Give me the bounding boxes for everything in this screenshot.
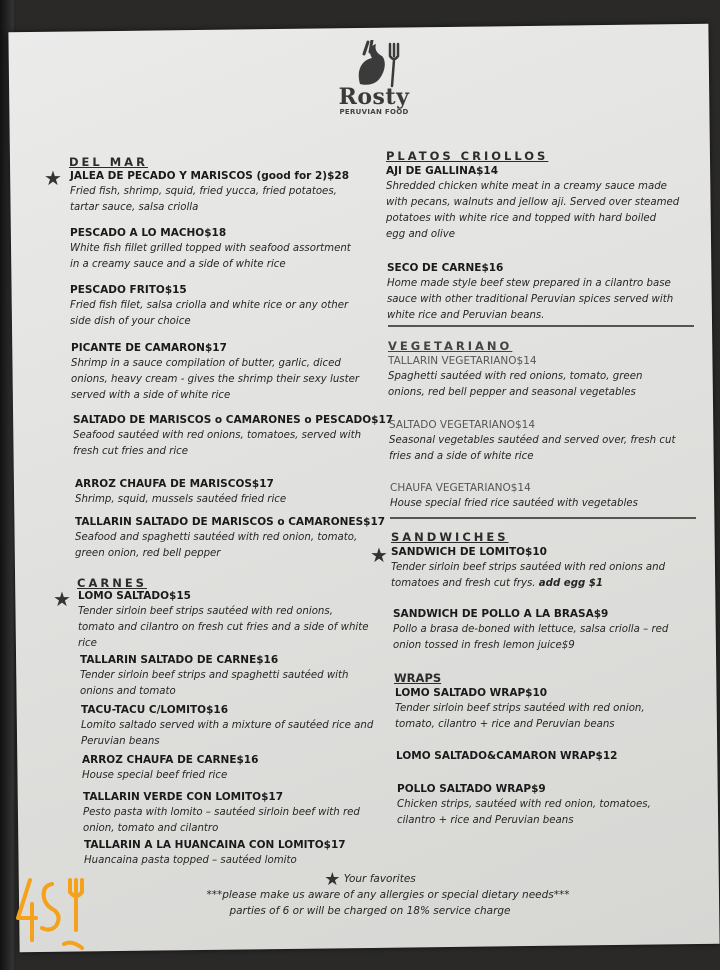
- item-desc: Chicken strips, sautéed with red onion, tomatoes,: [397, 799, 651, 810]
- item-name: LOMO SALTADO WRAP$10: [395, 687, 548, 699]
- item-desc: tomato and cilantro on fresh cut fries and a side of white: [78, 622, 369, 633]
- item-desc: White fish fillet grilled topped with seafood assortment: [70, 243, 351, 254]
- item-desc: served with a side of white rice: [71, 390, 231, 401]
- menu-item: [397, 782, 717, 829]
- rooster-fork-icon: [346, 40, 402, 88]
- item-desc: Seasonal vegetables sautéed and served over, fresh cut: [389, 435, 676, 446]
- menu-item: [80, 653, 400, 700]
- section-title-vegetariano: VEGETARIANO: [388, 339, 513, 353]
- item-name: SALTADO DE MARISCOS o CAMARONES o PESCADO$17: [73, 414, 394, 426]
- item-name: AJI DE GALLINA$14: [386, 165, 499, 177]
- foursquare-logo-icon: [12, 874, 92, 960]
- menu-item: [84, 838, 404, 869]
- item-name: PESCADO FRITO$15: [70, 284, 187, 296]
- menu-item: [390, 481, 710, 512]
- menu-item: [393, 607, 713, 654]
- item-desc: with pecans, walnuts and jellow aji. Served over steamed: [386, 197, 680, 208]
- item-desc: House special beef fried rice: [82, 770, 228, 781]
- watermark-logo: [12, 874, 92, 960]
- menu-item: [70, 283, 390, 330]
- brand-tagline: PERUVIAN FOOD: [339, 108, 409, 116]
- item-desc: Pollo a brasa de-boned with lettuce, salsa criolla – red: [393, 624, 669, 635]
- menu-item: [395, 686, 715, 733]
- menu-item: [83, 790, 403, 837]
- menu-item: [70, 226, 390, 273]
- menu-item: [75, 477, 395, 508]
- item-desc: Fried fish filet, salsa criolla and white rice or any other: [70, 300, 349, 311]
- item-desc: Huancaina pasta topped – sautéed lomito: [84, 855, 297, 866]
- item-desc: Shrimp in a sauce compilation of butter, garlic, diced: [71, 358, 341, 369]
- favorites-label: Your favorites: [343, 873, 416, 885]
- item-desc: onions and tomato: [80, 686, 176, 697]
- section-title-carnes: CARNES: [77, 576, 147, 590]
- item-desc: tartar sauce, salsa criolla: [70, 202, 199, 213]
- section-divider: [390, 517, 696, 519]
- item-desc: Pesto pasta with lomito – sautéed sirloin beef with red: [83, 807, 360, 818]
- item-name: ARROZ CHAUFA DE CARNE$16: [82, 754, 259, 766]
- menu-item: [387, 261, 707, 324]
- favorite-star-icon: ★: [324, 869, 341, 890]
- item-desc: fries and a side of white rice: [389, 451, 534, 462]
- favorites-legend: [10, 870, 720, 890]
- item-name: ARROZ CHAUFA DE MARISCOS$17: [75, 478, 274, 490]
- item-desc: Tender sirloin beef strips sautéed with red onion,: [395, 703, 645, 714]
- menu-item: [388, 354, 708, 401]
- item-desc: Tender sirloin beef strips and spaghetti sautéed with: [80, 670, 349, 681]
- item-name: LOMO SALTADO&CAMARON WRAP$12: [396, 750, 618, 762]
- item-desc: Tender sirloin beef strips sautéed with red onions,: [78, 606, 333, 617]
- menu-item: [70, 169, 390, 216]
- brand-logo: [334, 40, 414, 135]
- menu-item: [386, 164, 706, 243]
- item-desc: onions, heavy cream - gives the shrimp their sexy luster: [71, 374, 360, 385]
- menu-item: [81, 703, 401, 750]
- item-name: JALEA DE PECADO Y MARISCOS (good for 2)$28: [70, 170, 350, 182]
- service-charge-note: parties of 6 or will be charged on 18% service charge: [229, 905, 511, 917]
- item-desc: onion tossed in fresh lemon juice$9: [393, 640, 575, 651]
- item-desc: Spaghetti sautéed with red onions, tomato, green: [388, 371, 643, 382]
- section-title-platos-criollos: PLATOS CRIOLLOS: [386, 149, 549, 163]
- item-desc: tomato, cilantro + rice and Peruvian beans: [395, 719, 615, 730]
- menu-item: [78, 589, 398, 652]
- item-name: SALTADO VEGETARIANO$14: [389, 419, 536, 431]
- item-name: TALLARIN SALTADO DE CARNE$16: [80, 654, 279, 666]
- item-desc: Tender sirloin beef strips sautéed with red onions and: [391, 562, 666, 573]
- item-desc: sauce with other traditional Peruvian spices served with: [387, 294, 674, 305]
- item-desc: green onion, red bell pepper: [75, 548, 221, 559]
- item-name: SANDWICH DE POLLO A LA BRASA$9: [393, 608, 609, 620]
- favorite-star-icon: ★: [370, 543, 388, 567]
- item-desc: Peruvian beans: [81, 736, 160, 747]
- item-desc: cilantro + rice and Peruvian beans: [397, 815, 574, 826]
- favorite-star-icon: ★: [44, 166, 62, 190]
- item-name: POLLO SALTADO WRAP$9: [397, 783, 546, 795]
- brand-name: Rosty: [338, 84, 410, 110]
- menu-item: [82, 753, 402, 784]
- item-name: CHAUFA VEGETARIANO$14: [390, 482, 531, 494]
- item-desc: Seafood sautéed with red onions, tomatoes, served with: [73, 430, 362, 441]
- item-desc: House special fried rice sautéed with vegetables: [390, 498, 638, 509]
- menu-item: [391, 545, 711, 592]
- item-name: TACU-TACU C/LOMITO$16: [81, 704, 229, 716]
- item-desc: in a creamy sauce and a side of white rice: [70, 259, 286, 270]
- menu-item: [73, 413, 393, 460]
- item-desc: fresh cut fries and rice: [73, 446, 189, 457]
- item-desc: Shrimp, squid, mussels sautéed fried rice: [75, 494, 287, 505]
- item-name: PESCADO A LO MACHO$18: [70, 227, 227, 239]
- item-desc: Lomito saltado served with a mixture of sautéed rice and: [81, 720, 374, 731]
- menu-item: [389, 418, 709, 465]
- item-desc: Shredded chicken white meat in a creamy sauce made: [386, 181, 667, 192]
- item-desc: onion, tomato and cilantro: [83, 823, 219, 834]
- section-title-sandwiches: SANDWICHES: [391, 530, 509, 544]
- item-addon: add egg $1: [538, 578, 604, 589]
- favorite-star-icon: ★: [53, 587, 71, 611]
- item-name: SANDWICH DE LOMITO$10: [391, 546, 547, 558]
- menu-item: [71, 341, 391, 404]
- section-divider: [388, 325, 694, 327]
- item-desc: egg and olive: [386, 229, 456, 240]
- menu-item: [396, 749, 716, 764]
- item-desc: white rice and Peruvian beans.: [387, 310, 545, 321]
- item-desc: Home made style beef stew prepared in a cilantro base: [387, 278, 671, 289]
- item-desc: potatoes with white rice and topped with hard boiled: [386, 213, 657, 224]
- item-name: TALLARIN SALTADO DE MARISCOS o CAMARONES$17: [75, 516, 386, 528]
- item-desc: Seafood and spaghetti sautéed with red onion, tomato,: [75, 532, 358, 543]
- item-desc: onions, red bell pepper and seasonal vegetables: [388, 387, 636, 398]
- item-name: TALLARIN VEGETARIANO$14: [388, 355, 537, 367]
- item-desc: rice: [78, 638, 97, 649]
- item-desc-text: tomatoes and fresh cut frys.: [391, 578, 536, 589]
- section-title-wraps: WRAPS: [394, 671, 442, 685]
- item-name: TALLARIN A LA HUANCAINA CON LOMITO$17: [84, 839, 346, 851]
- item-name: LOMO SALTADO$15: [78, 590, 191, 602]
- item-name: PICANTE DE CAMARON$17: [71, 342, 227, 354]
- menu-item: [75, 515, 395, 562]
- item-desc: Fried fish, shrimp, squid, fried yucca, fried potatoes,: [70, 186, 337, 197]
- item-name: TALLARIN VERDE CON LOMITO$17: [83, 791, 284, 803]
- item-desc: [391, 576, 711, 592]
- allergy-note: ***please make us aware of any allergies or special dietary needs***: [206, 889, 570, 901]
- section-title-del-mar: DEL MAR: [69, 155, 148, 169]
- item-name: SECO DE CARNE$16: [387, 262, 504, 274]
- item-desc: side dish of your choice: [70, 316, 191, 327]
